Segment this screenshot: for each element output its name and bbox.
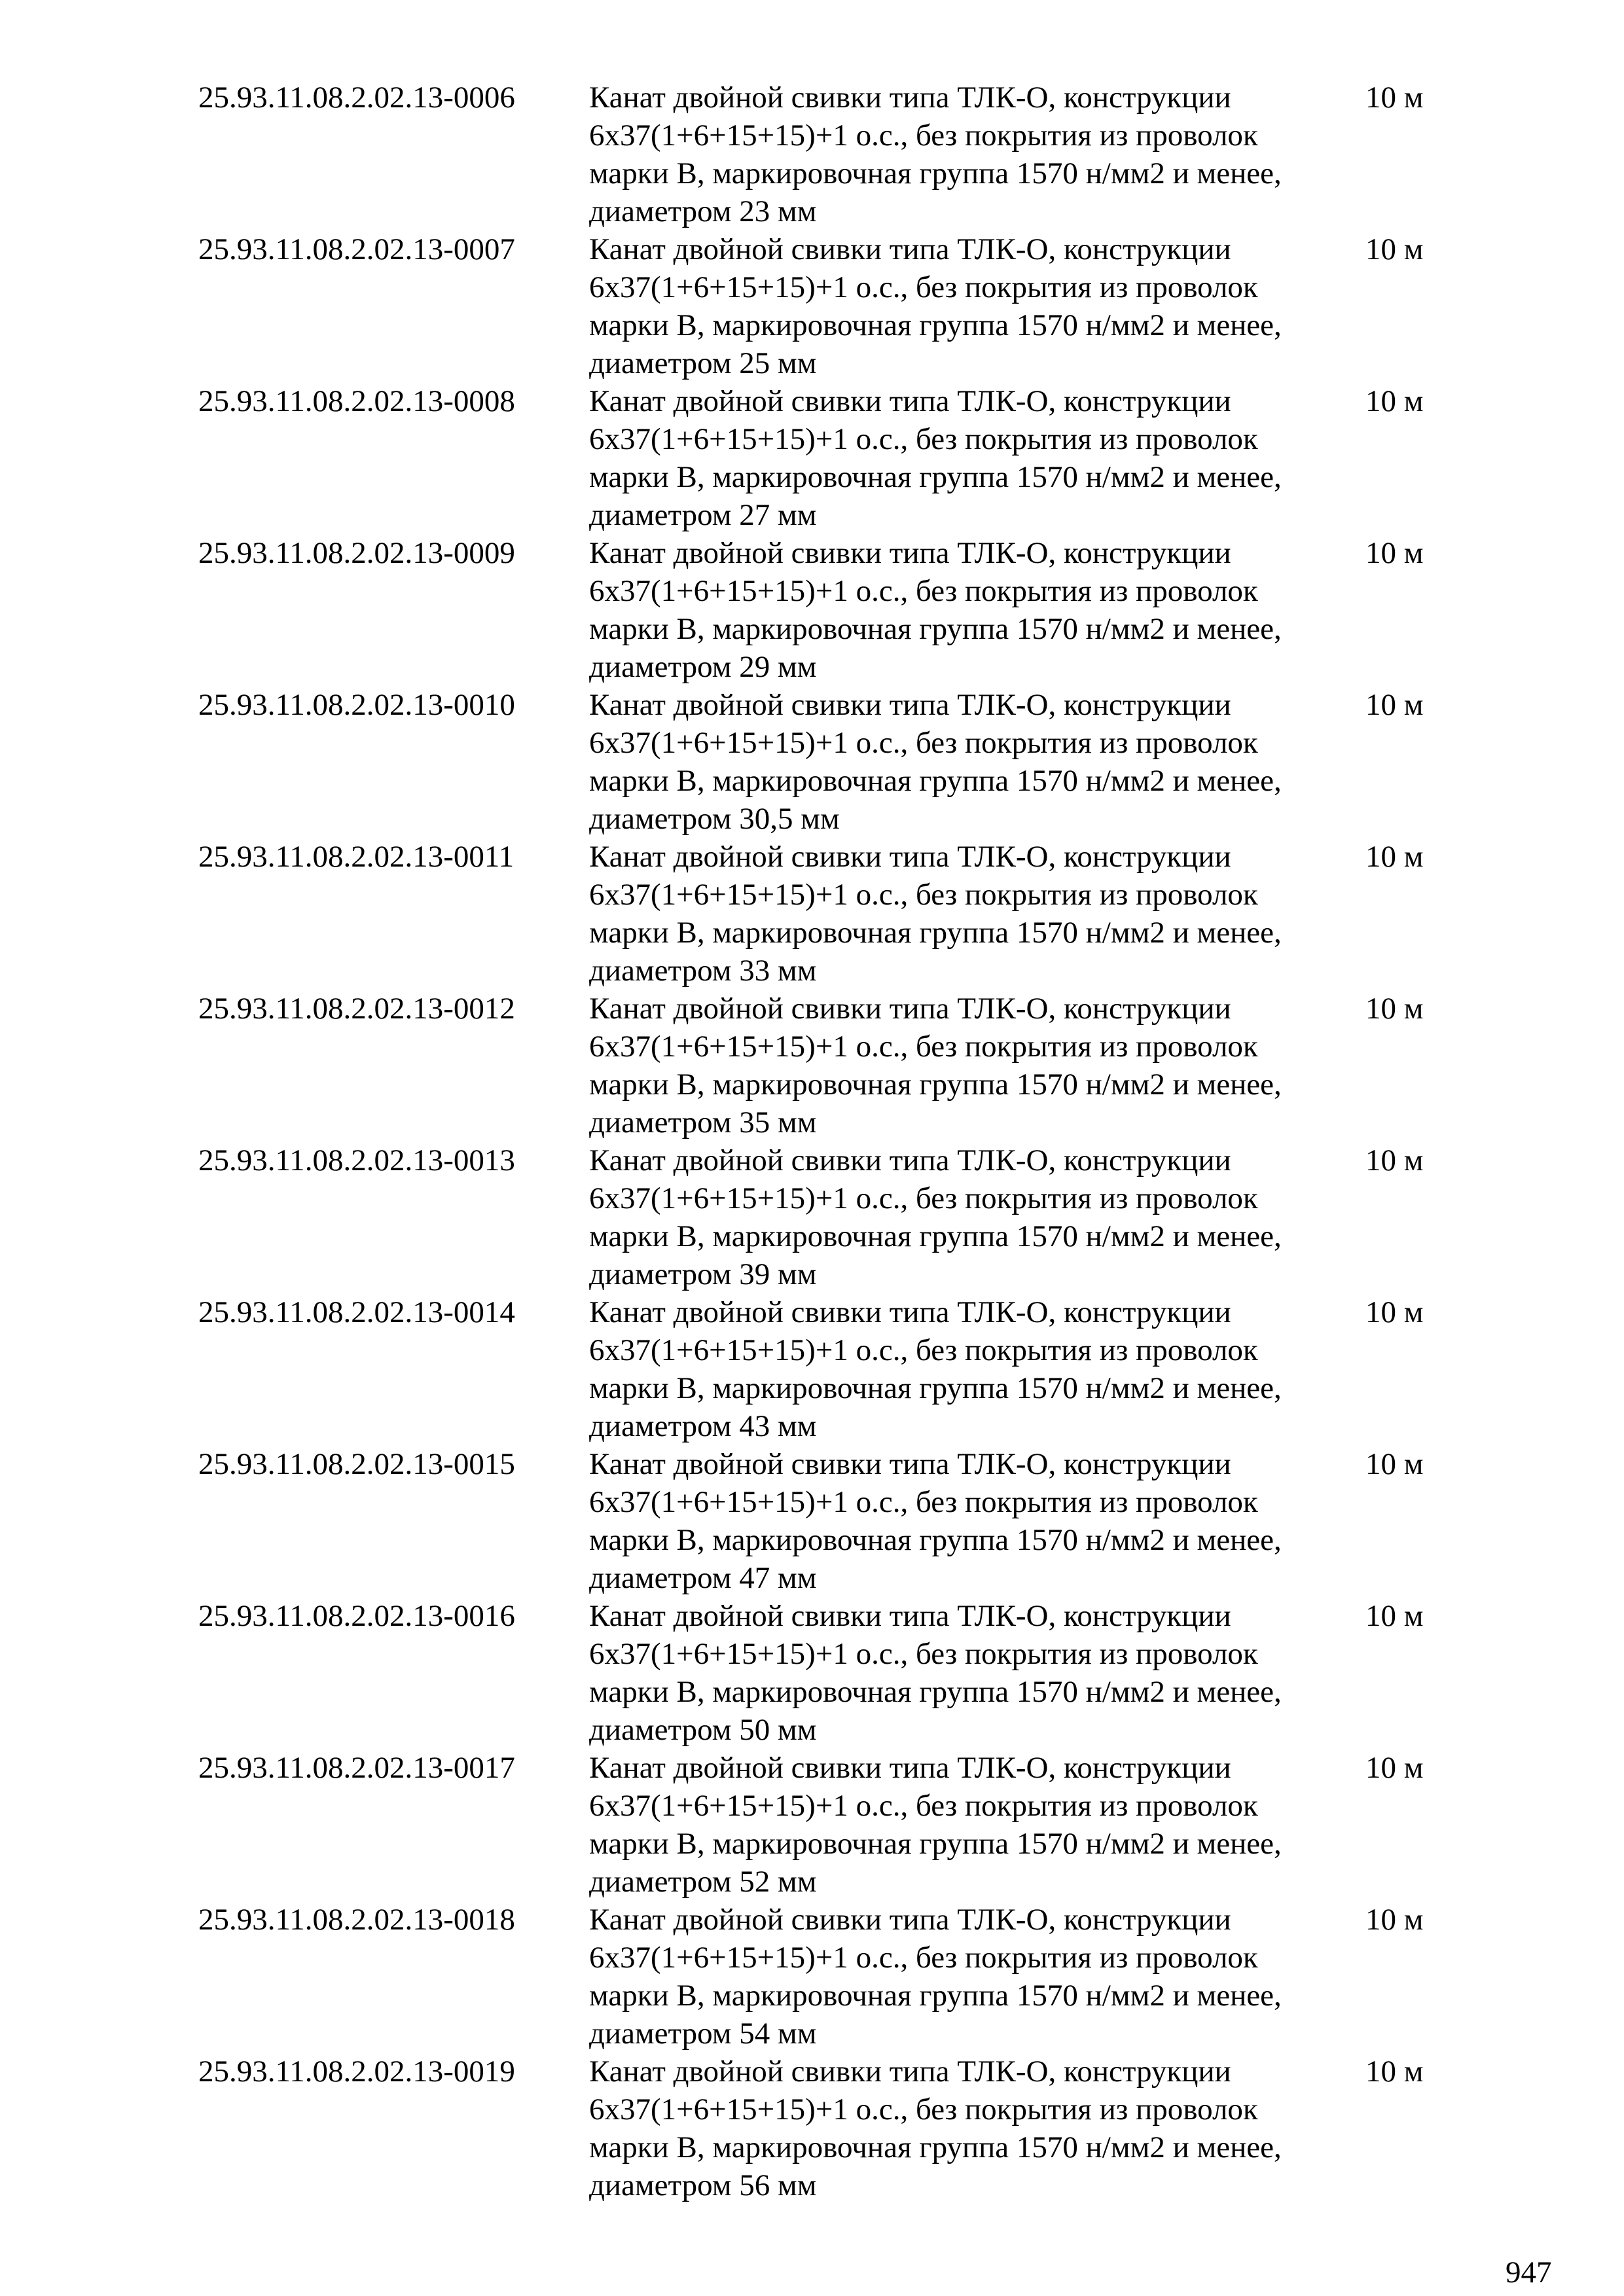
description-line: 6х37(1+6+15+15)+1 о.с., без покрытия из проволок	[589, 422, 1258, 456]
resource-description	[589, 1901, 1362, 2053]
description-line: марки В, маркировочная группа 1570 н/мм2 и менее,	[589, 156, 1282, 190]
list-item	[0, 2053, 1624, 2204]
description-line: 6х37(1+6+15+15)+1 о.с., без покрытия из проволок	[589, 1941, 1258, 1975]
resource-code: 25.93.11.08.2.02.13-0006	[198, 81, 515, 115]
description-line: 6х37(1+6+15+15)+1 о.с., без покрытия из проволок	[589, 270, 1258, 304]
measurement-unit: 10 м	[1365, 1295, 1424, 1329]
resource-description	[589, 1141, 1362, 1293]
description-line: марки В, маркировочная группа 1570 н/мм2 и менее,	[589, 308, 1282, 342]
description-line: марки В, маркировочная группа 1570 н/мм2 и менее,	[589, 1979, 1282, 2013]
description-line: марки В, маркировочная группа 1570 н/мм2 и менее,	[589, 1371, 1282, 1405]
description-line: Канат двойной свивки типа ТЛК-О, конструкции	[589, 840, 1231, 874]
list-item	[0, 1901, 1624, 2053]
resource-code: 25.93.11.08.2.02.13-0009	[198, 536, 515, 570]
description-line: диаметром 39 мм	[589, 1257, 817, 1291]
resource-code: 25.93.11.08.2.02.13-0019	[198, 2054, 515, 2089]
description-line: Канат двойной свивки типа ТЛК-О, конструкции	[589, 2054, 1231, 2089]
description-line: диаметром 54 мм	[589, 2017, 817, 2051]
page-number: 947	[1506, 2255, 1552, 2289]
resource-code: 25.93.11.08.2.02.13-0012	[198, 992, 515, 1026]
list-item	[0, 382, 1624, 534]
resource-code: 25.93.11.08.2.02.13-0018	[198, 1903, 515, 1937]
description-line: марки В, маркировочная группа 1570 н/мм2 и менее,	[589, 1523, 1282, 1557]
resource-code: 25.93.11.08.2.02.13-0007	[198, 232, 515, 266]
measurement-unit: 10 м	[1365, 1751, 1424, 1785]
description-line: Канат двойной свивки типа ТЛК-О, конструкции	[589, 232, 1231, 266]
measurement-unit: 10 м	[1365, 1447, 1424, 1481]
list-item	[0, 230, 1624, 382]
list-item	[0, 1293, 1624, 1445]
measurement-unit: 10 м	[1365, 81, 1424, 115]
resource-code: 25.93.11.08.2.02.13-0011	[198, 840, 514, 874]
description-line: 6х37(1+6+15+15)+1 о.с., без покрытия из проволок	[589, 2092, 1258, 2126]
resource-code: 25.93.11.08.2.02.13-0016	[198, 1599, 515, 1633]
measurement-unit: 10 м	[1365, 1143, 1424, 1177]
description-line: диаметром 25 мм	[589, 346, 817, 380]
resource-description	[589, 1597, 1362, 1749]
description-line: Канат двойной свивки типа ТЛК-О, конструкции	[589, 1447, 1231, 1481]
resource-description	[589, 79, 1362, 230]
description-line: диаметром 33 мм	[589, 954, 817, 988]
description-line: марки В, маркировочная группа 1570 н/мм2 и менее,	[589, 460, 1282, 494]
description-line: марки В, маркировочная группа 1570 н/мм2 и менее,	[589, 612, 1282, 646]
resource-description	[589, 1293, 1362, 1445]
list-item	[0, 838, 1624, 990]
list-item	[0, 1141, 1624, 1293]
description-line: Канат двойной свивки типа ТЛК-О, конструкции	[589, 536, 1231, 570]
description-line: Канат двойной свивки типа ТЛК-О, конструкции	[589, 688, 1231, 722]
description-line: диаметром 56 мм	[589, 2168, 817, 2202]
resource-description	[589, 534, 1362, 686]
measurement-unit: 10 м	[1365, 992, 1424, 1026]
description-line: марки В, маркировочная группа 1570 н/мм2 и менее,	[589, 916, 1282, 950]
list-item	[0, 686, 1624, 838]
description-line: Канат двойной свивки типа ТЛК-О, конструкции	[589, 81, 1231, 115]
description-line: марки В, маркировочная группа 1570 н/мм2 и менее,	[589, 2130, 1282, 2164]
resource-description	[589, 990, 1362, 1141]
resource-description	[589, 382, 1362, 534]
description-line: 6х37(1+6+15+15)+1 о.с., без покрытия из проволок	[589, 1485, 1258, 1519]
description-line: 6х37(1+6+15+15)+1 о.с., без покрытия из проволок	[589, 1030, 1258, 1064]
measurement-unit: 10 м	[1365, 384, 1424, 418]
description-line: диаметром 35 мм	[589, 1105, 817, 1139]
list-item	[0, 1445, 1624, 1597]
description-line: диаметром 43 мм	[589, 1409, 817, 1443]
description-line: марки В, маркировочная группа 1570 н/мм2 и менее,	[589, 1067, 1282, 1102]
resource-code: 25.93.11.08.2.02.13-0008	[198, 384, 515, 418]
resource-description	[589, 230, 1362, 382]
list-item	[0, 990, 1624, 1141]
description-line: Канат двойной свивки типа ТЛК-О, конструкции	[589, 992, 1231, 1026]
description-line: Канат двойной свивки типа ТЛК-О, конструкции	[589, 384, 1231, 418]
resource-list	[0, 79, 1624, 2204]
description-line: марки В, маркировочная группа 1570 н/мм2 и менее,	[589, 764, 1282, 798]
description-line: диаметром 30,5 мм	[589, 802, 840, 836]
measurement-unit: 10 м	[1365, 1903, 1424, 1937]
description-line: Канат двойной свивки типа ТЛК-О, конструкции	[589, 1751, 1231, 1785]
description-line: 6х37(1+6+15+15)+1 о.с., без покрытия из проволок	[589, 1333, 1258, 1367]
list-item	[0, 1749, 1624, 1901]
list-item	[0, 1597, 1624, 1749]
description-line: Канат двойной свивки типа ТЛК-О, конструкции	[589, 1903, 1231, 1937]
description-line: диаметром 47 мм	[589, 1561, 817, 1595]
description-line: диаметром 23 мм	[589, 194, 817, 228]
description-line: Канат двойной свивки типа ТЛК-О, конструкции	[589, 1295, 1231, 1329]
description-line: 6х37(1+6+15+15)+1 о.с., без покрытия из проволок	[589, 574, 1258, 608]
description-line: 6х37(1+6+15+15)+1 о.с., без покрытия из проволок	[589, 118, 1258, 152]
measurement-unit: 10 м	[1365, 1599, 1424, 1633]
description-line: 6х37(1+6+15+15)+1 о.с., без покрытия из проволок	[589, 1789, 1258, 1823]
description-line: диаметром 29 мм	[589, 650, 817, 684]
description-line: 6х37(1+6+15+15)+1 о.с., без покрытия из проволок	[589, 878, 1258, 912]
description-line: марки В, маркировочная группа 1570 н/мм2 и менее,	[589, 1827, 1282, 1861]
description-line: диаметром 27 мм	[589, 498, 817, 532]
description-line: Канат двойной свивки типа ТЛК-О, конструкции	[589, 1143, 1231, 1177]
list-item	[0, 534, 1624, 686]
description-line: диаметром 52 мм	[589, 1865, 817, 1899]
resource-description	[589, 686, 1362, 838]
resource-description	[589, 1749, 1362, 1901]
measurement-unit: 10 м	[1365, 840, 1424, 874]
description-line: 6х37(1+6+15+15)+1 о.с., без покрытия из проволок	[589, 1181, 1258, 1215]
measurement-unit: 10 м	[1365, 2054, 1424, 2089]
description-line: 6х37(1+6+15+15)+1 о.с., без покрытия из проволок	[589, 1637, 1258, 1671]
measurement-unit: 10 м	[1365, 536, 1424, 570]
description-line: Канат двойной свивки типа ТЛК-О, конструкции	[589, 1599, 1231, 1633]
list-item	[0, 79, 1624, 230]
description-line: диаметром 50 мм	[589, 1713, 817, 1747]
resource-description	[589, 2053, 1362, 2204]
resource-description	[589, 1445, 1362, 1597]
measurement-unit: 10 м	[1365, 232, 1424, 266]
resource-code: 25.93.11.08.2.02.13-0015	[198, 1447, 515, 1481]
resource-code: 25.93.11.08.2.02.13-0014	[198, 1295, 515, 1329]
description-line: марки В, маркировочная группа 1570 н/мм2 и менее,	[589, 1675, 1282, 1709]
resource-code: 25.93.11.08.2.02.13-0013	[198, 1143, 515, 1177]
resource-code: 25.93.11.08.2.02.13-0017	[198, 1751, 515, 1785]
measurement-unit: 10 м	[1365, 688, 1424, 722]
description-line: марки В, маркировочная группа 1570 н/мм2 и менее,	[589, 1219, 1282, 1253]
description-line: 6х37(1+6+15+15)+1 о.с., без покрытия из проволок	[589, 726, 1258, 760]
resource-code: 25.93.11.08.2.02.13-0010	[198, 688, 515, 722]
resource-description	[589, 838, 1362, 990]
